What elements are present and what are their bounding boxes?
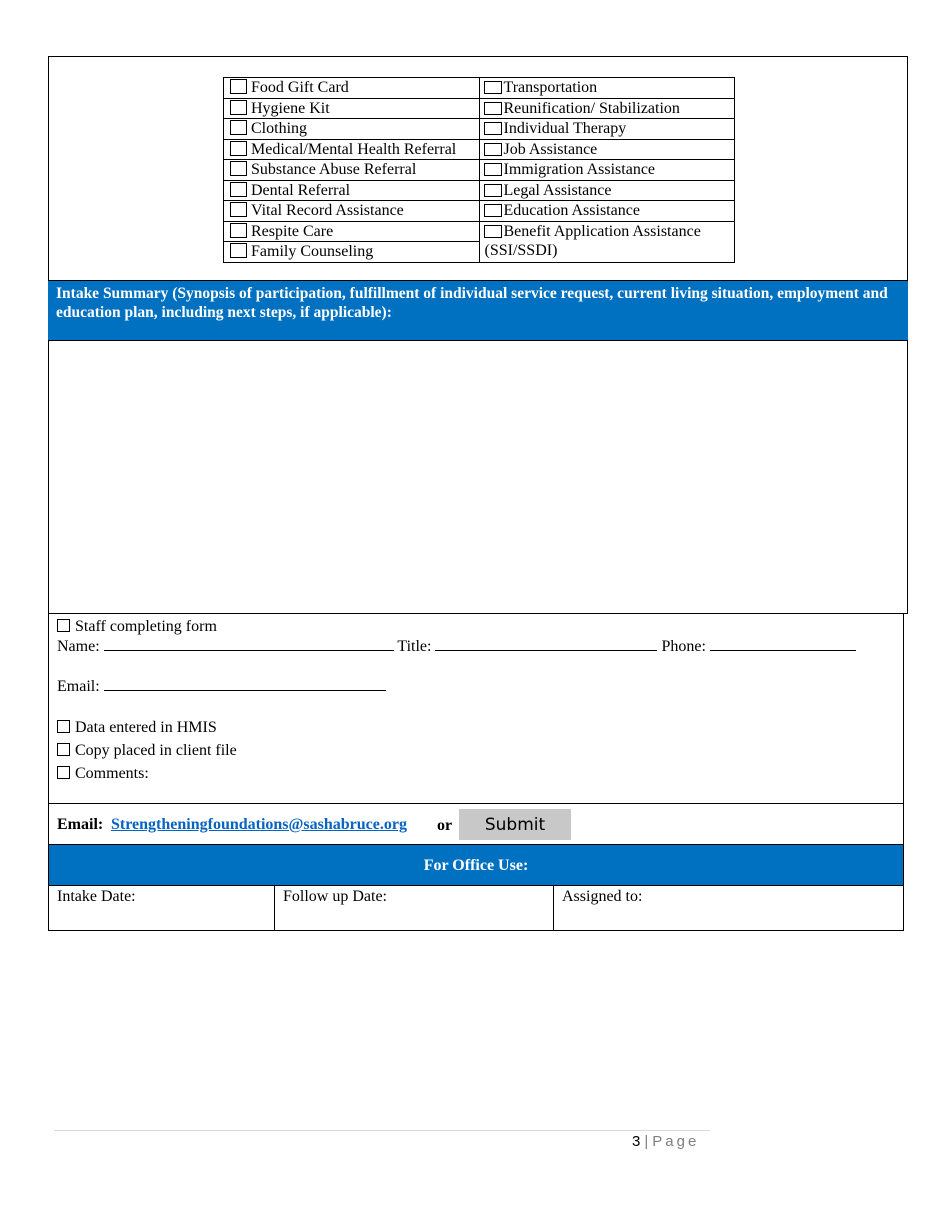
service-cell (479, 160, 735, 181)
intake-summary-header: Intake Summary (Synopsis of participation, fulfillment of individual service request, current living situation, employment and education plan, including next steps, if applicable): (48, 280, 908, 341)
email-field[interactable] (104, 678, 386, 691)
intake-summary-text-area[interactable] (49, 341, 907, 613)
checkbox[interactable] (484, 225, 502, 238)
service-label: Respite Care (251, 222, 334, 240)
phone-field[interactable] (710, 638, 856, 651)
service-cell (224, 160, 480, 181)
comments-checkbox[interactable] (57, 766, 70, 779)
service-label: Family Counseling (251, 243, 374, 260)
service-cell (479, 119, 735, 140)
table-row (224, 201, 735, 222)
service-cell (224, 221, 480, 242)
service-cell (479, 201, 735, 222)
service-label: Legal Assistance (503, 181, 612, 199)
submission-email-label: Email: (57, 816, 104, 833)
table-row (224, 119, 735, 140)
client-file-row (57, 741, 237, 760)
checkbox[interactable] (230, 182, 247, 197)
checkbox[interactable] (230, 141, 247, 156)
checkbox[interactable] (230, 243, 247, 258)
client-file-label: Copy placed in client file (75, 742, 237, 759)
service-cell (224, 139, 480, 160)
table-row (224, 78, 735, 99)
checkbox[interactable] (230, 223, 247, 238)
service-cell (224, 180, 480, 201)
checkbox[interactable] (484, 143, 502, 156)
service-label: Individual Therapy (503, 120, 627, 137)
assigned-to-cell[interactable] (554, 886, 903, 930)
checkbox[interactable] (484, 122, 502, 135)
service-label: Food Gift Card (251, 79, 349, 96)
service-label: Dental Referral (251, 181, 351, 199)
service-label: Job Assistance (503, 140, 598, 158)
services-table (223, 77, 735, 263)
service-cell (479, 139, 735, 160)
hmis-checkbox[interactable] (57, 720, 70, 733)
staff-email-row (57, 677, 386, 696)
name-label: Name: (57, 638, 100, 655)
service-label: Clothing (251, 120, 308, 137)
service-label: Education Assistance (503, 202, 640, 219)
service-label: Hygiene Kit (251, 99, 330, 117)
client-file-checkbox[interactable] (57, 743, 70, 756)
service-cell (479, 180, 735, 201)
checkbox[interactable] (230, 100, 247, 115)
comments-label: Comments: (75, 765, 149, 782)
intake-date-label: Intake Date: (57, 888, 136, 905)
follow-up-date-label: Follow up Date: (283, 888, 387, 905)
service-label: Vital Record Assistance (251, 202, 404, 219)
name-field[interactable] (104, 638, 394, 651)
checkbox[interactable] (484, 184, 502, 197)
intake-date-cell[interactable] (49, 886, 275, 930)
service-label: Medical/Mental Health Referral (251, 140, 457, 158)
service-label: Benefit Application Assistance (503, 222, 701, 240)
table-row (224, 98, 735, 119)
submission-row (48, 803, 904, 845)
checkbox[interactable] (484, 102, 502, 115)
table-row (224, 139, 735, 160)
checkbox[interactable] (484, 204, 502, 217)
table-row (224, 180, 735, 201)
table-row (224, 160, 735, 181)
page-footer (632, 1133, 699, 1150)
follow-up-date-cell[interactable] (275, 886, 554, 930)
checkbox[interactable] (230, 79, 247, 94)
service-label: Substance Abuse Referral (251, 161, 417, 178)
or-label: or (437, 817, 453, 834)
service-cell (479, 98, 735, 119)
title-label: Title: (397, 638, 432, 655)
footer-separator: | (644, 1133, 649, 1150)
service-cell (224, 98, 480, 119)
checkbox[interactable] (230, 202, 247, 217)
service-cell (224, 242, 480, 263)
staff-section (48, 613, 904, 804)
service-label: Transportation (503, 79, 598, 96)
service-label-continued: (SSI/SSDI) (484, 241, 558, 259)
checkbox[interactable] (230, 120, 247, 135)
staff-completing-label: Staff completing form (75, 618, 217, 635)
comments-row (57, 764, 149, 783)
table-row (224, 221, 735, 242)
service-cell (224, 78, 480, 99)
service-cell (479, 78, 735, 99)
staff-completing-checkbox[interactable] (57, 619, 70, 632)
service-cell (224, 119, 480, 140)
service-cell (479, 221, 735, 262)
checkbox[interactable] (230, 161, 247, 176)
title-field[interactable] (435, 638, 657, 651)
staff-name-row (57, 637, 856, 656)
checkbox[interactable] (484, 81, 502, 94)
page-word: Page (652, 1133, 700, 1150)
service-label: Reunification/ Stabilization (503, 99, 680, 117)
email-label: Email: (57, 678, 100, 695)
assigned-to-label: Assigned to: (562, 888, 643, 905)
page-number: 3 (632, 1133, 641, 1150)
phone-label: Phone: (661, 638, 706, 655)
service-cell (224, 201, 480, 222)
office-use-header: For Office Use: (48, 845, 904, 886)
staff-completing-row (57, 617, 217, 636)
hmis-label: Data entered in HMIS (75, 719, 217, 736)
footer-divider (54, 1130, 710, 1131)
hmis-row (57, 718, 217, 737)
service-label: Immigration Assistance (503, 161, 656, 178)
submission-email-link[interactable]: Strengtheningfoundations@sashabruce.org (111, 816, 407, 833)
office-use-row (48, 885, 904, 931)
checkbox[interactable] (484, 163, 502, 176)
submit-button[interactable]: Submit (459, 809, 571, 840)
